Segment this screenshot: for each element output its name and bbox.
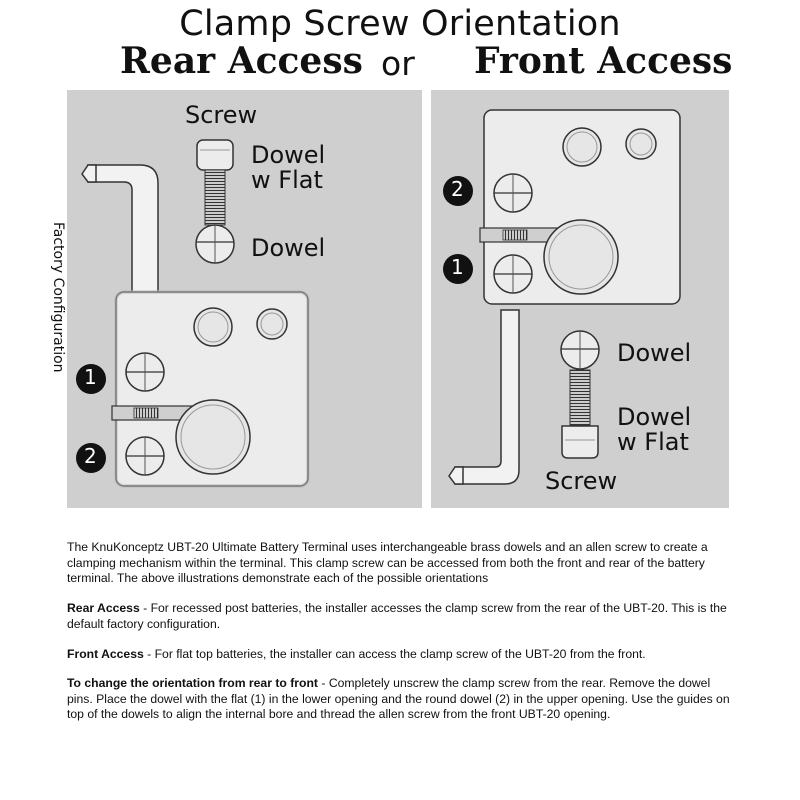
allen-key-right	[449, 310, 519, 484]
left-label-dowel-flat-line2: w Flat	[251, 166, 323, 194]
left-label-screw: Screw	[185, 101, 258, 129]
front-access-paragraph	[67, 647, 737, 663]
subtitle-front-access: Front Access	[474, 40, 733, 82]
left-label-dowel: Dowel	[251, 234, 326, 262]
page-title: Clamp Screw Orientation	[179, 4, 621, 44]
marker-2-right-text: 2	[451, 177, 464, 201]
subtitle-or: or	[381, 44, 415, 83]
left-label-dowel-flat-line1: Dowel	[251, 141, 326, 169]
terminal-block-right	[480, 110, 680, 304]
front-access-description: - For flat top batteries, the installer can access the clamp screw of the UBT-20 from the front.	[143, 647, 646, 661]
factory-configuration-label: Factory Configuration	[50, 222, 66, 373]
rear-access-paragraph	[67, 601, 737, 632]
right-label-dowel-flat-line2: w Flat	[617, 428, 689, 456]
marker-1-left-text: 1	[84, 365, 97, 389]
change-orientation-description: - Completely unscrew the clamp screw from the rear. Remove the dowel pins. Place the dowel with the flat (1) in the lower opening and the round dowel (2) in the upper opening. Use the guides on top of the dowels to align the internal bore and thread the allen screw from the front UBT-20 opening.	[67, 676, 730, 721]
marker-2-left-text: 2	[84, 444, 97, 468]
rear-access-description: - For recessed post batteries, the installer accesses the clamp screw from the rear of the UBT-20. This is the default factory configuration.	[67, 601, 727, 631]
subtitle-rear-access: Rear Access	[120, 40, 363, 82]
dowel-left	[196, 225, 234, 263]
intro-paragraph: The KnuKonceptz UBT-20 Ultimate Battery Terminal uses interchangeable brass dowels and an allen screw to create a clamping mechanism within the terminal. This clamp screw can be accessed from both the front and rear of the battery terminal. The above illustrations demonstrate each of the possible orientations	[67, 540, 708, 585]
rear-access-term: Rear Access	[67, 601, 140, 615]
right-label-screw: Screw	[545, 467, 618, 495]
marker-1-right-text: 1	[451, 255, 464, 279]
right-label-dowel-flat-line1: Dowel	[617, 403, 692, 431]
screw-right	[562, 370, 598, 458]
front-access-term: Front Access	[67, 647, 144, 661]
right-label-dowel: Dowel	[617, 339, 692, 367]
screw-left	[197, 140, 233, 225]
change-orientation-term: To change the orientation from rear to front	[67, 676, 318, 690]
change-orientation-paragraph	[67, 676, 737, 723]
terminal-block-left	[112, 292, 308, 486]
dowel-right	[561, 331, 599, 369]
